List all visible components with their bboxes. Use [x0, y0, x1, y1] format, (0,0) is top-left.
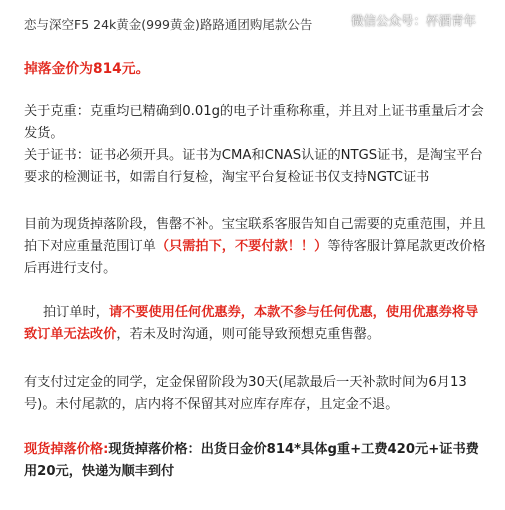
watermark: 微信公众号：杯酒青年 — [351, 13, 477, 28]
final-price-label: 现货掉落价格: — [24, 442, 109, 457]
final-price-section — [24, 439, 486, 483]
deposit-section: 有支付过定金的同学，定金保留阶段为30天(尾款最后一天补款时间为6月13号)。未付尾款的，店内将不保留其对应库存库存，且定金不退。 — [24, 375, 467, 412]
certificate-label: 关于证书： — [24, 148, 90, 163]
certificate-text: 证书必须开具。证书为CMA和CNAS认证的NTGS证书，是淘宝平台要求的检测证书，如需自行复检，淘宝平台复检证书仅支持NGTC证书 — [24, 148, 483, 185]
coupon-text: 拍订单时， — [43, 305, 109, 320]
coupon-text-after: ，若未及时沟通，则可能导致预想克重售罄。 — [116, 327, 381, 342]
coupon-highlight: 请不要使用任何优惠券，本款不参与任何优惠，使用优惠券将导致订单无法改价 — [24, 305, 479, 342]
weight-label: 关于克重： — [24, 104, 90, 119]
stock-highlight: （只需拍下，不要付款！！） — [155, 239, 328, 254]
final-price-text: 现货掉落价格：出货日金价814*具体g重+工费420元+证书费用20元，快递为顺丰到付 — [24, 442, 479, 479]
stock-section — [24, 214, 486, 280]
weight-text: 克重均已精确到0.01g的电子计重称称重，并且对上证书重量后才会发货。 — [24, 104, 484, 141]
drop-price-notice: 掉落金价为814元。 — [24, 61, 150, 77]
weight-section — [24, 101, 486, 145]
coupon-section — [24, 302, 486, 346]
page-title: 恋与深空F5 24k黄金(999黄金)路路通团购尾款公告 — [24, 17, 313, 32]
stock-text-after: 等待客服计算尾款更改价格后再进行支付。 — [24, 239, 486, 276]
certificate-section — [24, 145, 486, 189]
stock-text: 目前为现货掉落阶段，售罄不补。宝宝联系客服告知自己需要的克重范围，并且拍下对应重量范围订单 — [24, 217, 486, 254]
